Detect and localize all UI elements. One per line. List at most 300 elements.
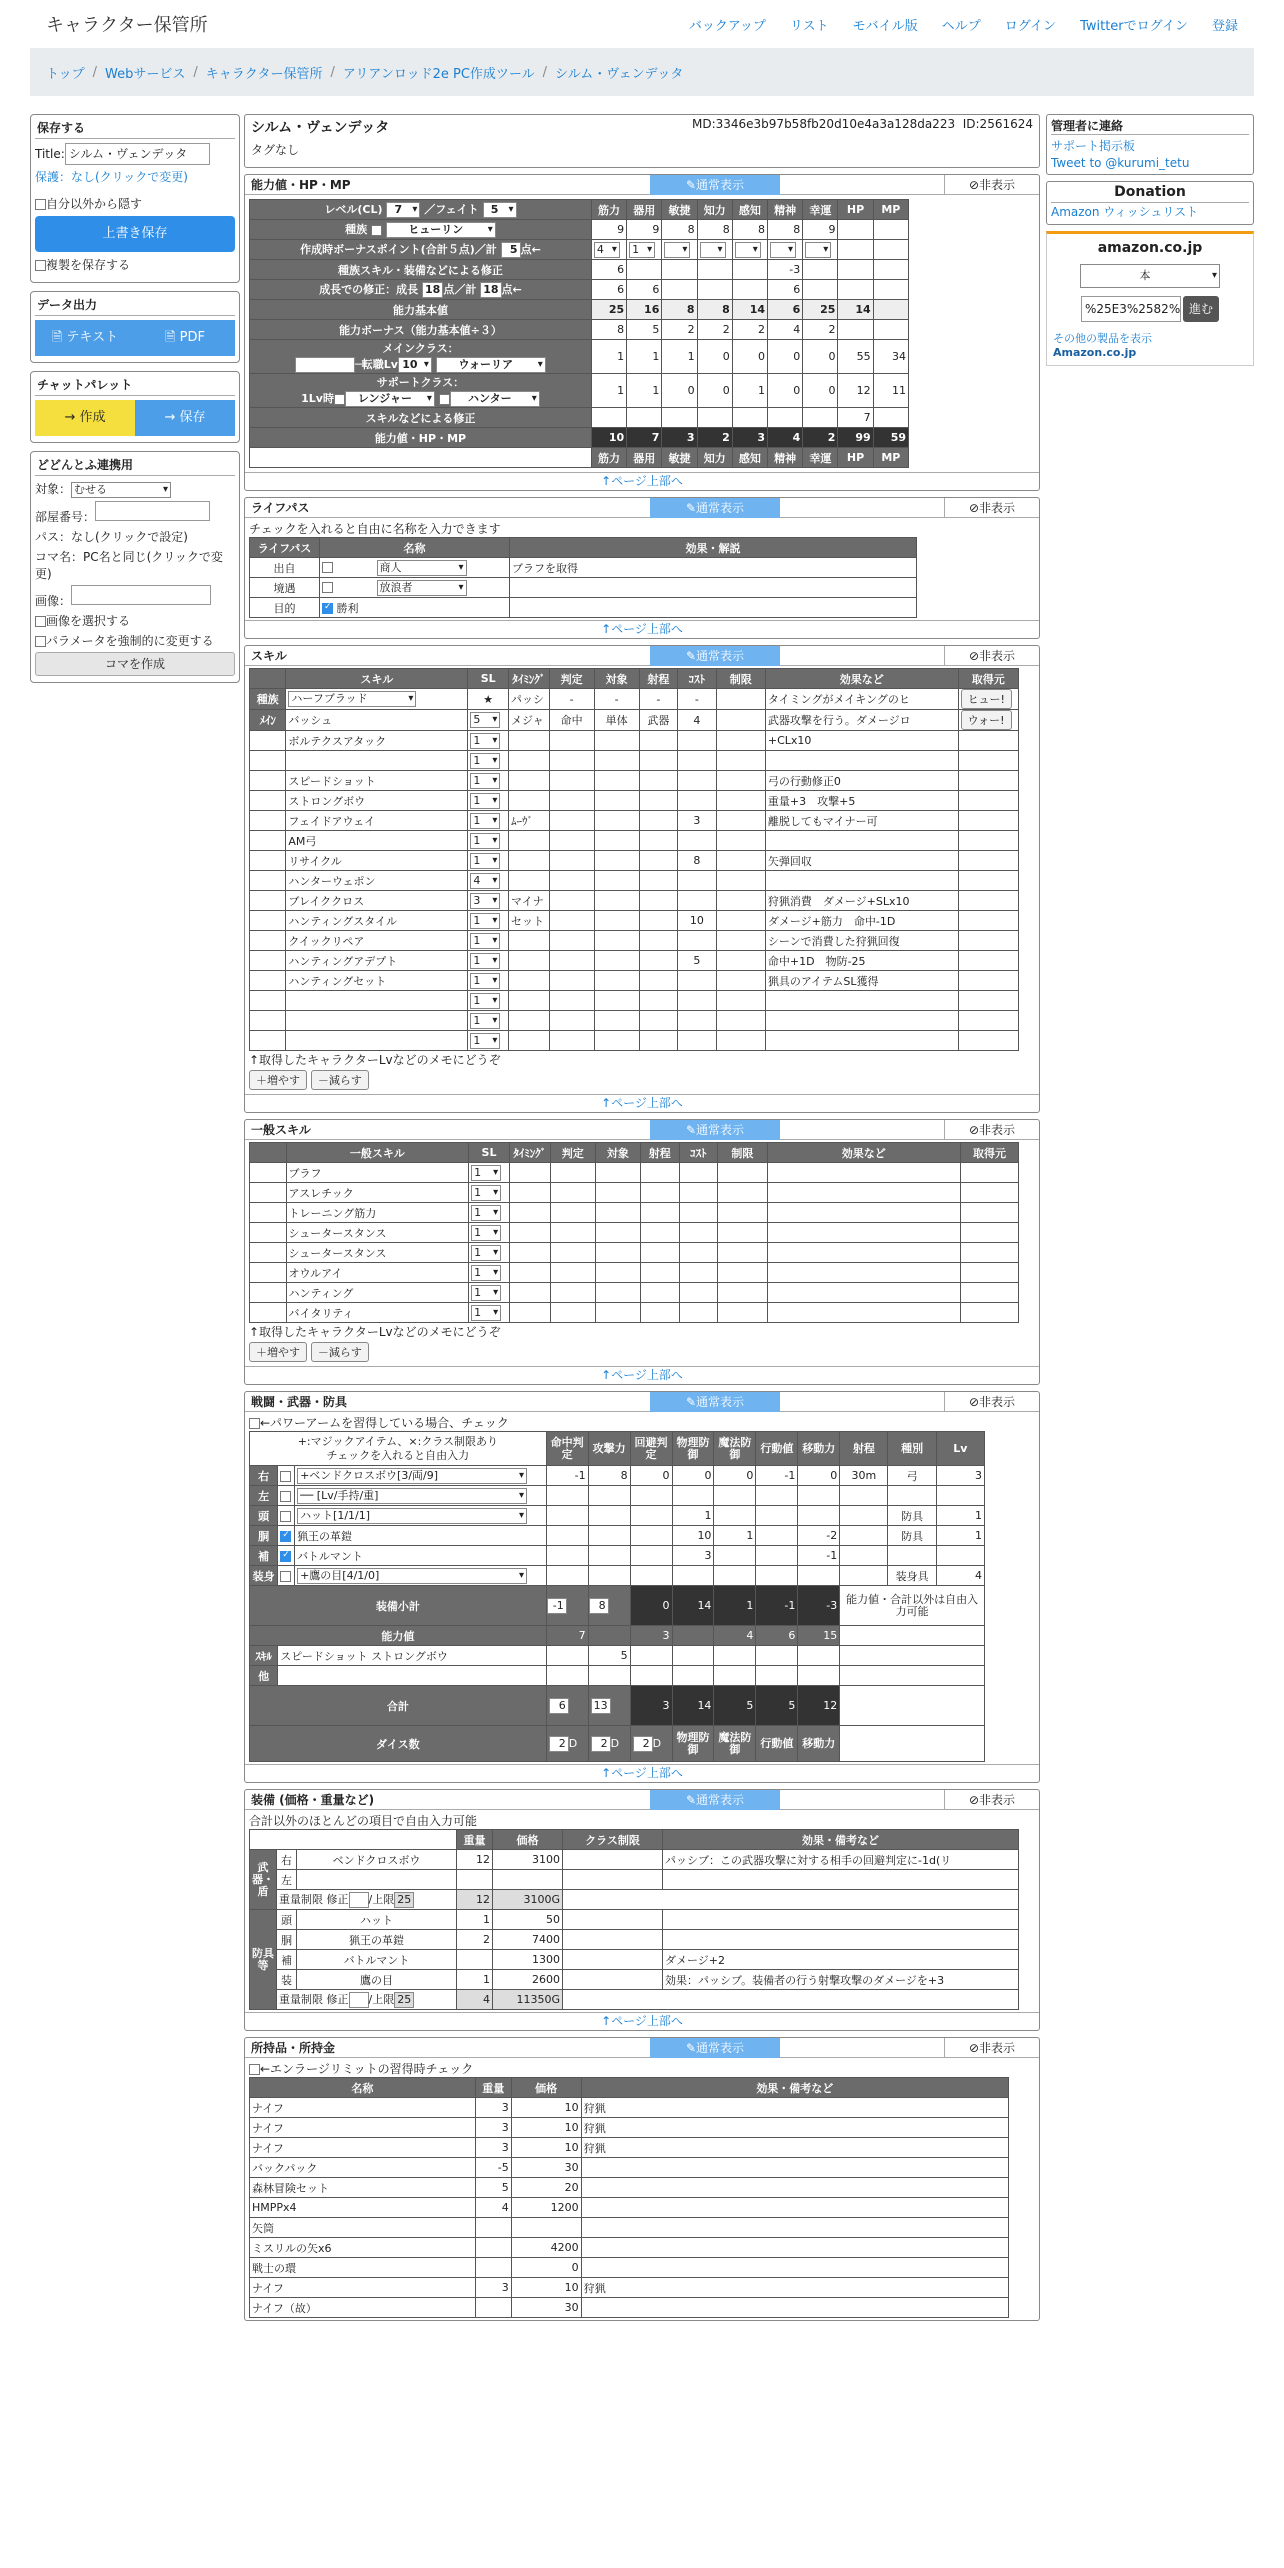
skill-t[interactable] [509,931,550,951]
breadcrumb-item[interactable]: シルム・ヴェンデッタ [555,66,684,82]
skill-t[interactable]: メジャ [509,710,550,731]
skill-r[interactable] [639,871,678,891]
race-checkbox[interactable] [371,225,382,236]
skill-c[interactable] [678,971,717,991]
item-cost[interactable]: 4200 [511,2238,581,2258]
image-input[interactable] [71,585,211,605]
equip-range[interactable] [840,1506,888,1526]
skill-e[interactable]: 狩猟消費 ダメージ+SLx10 [765,891,958,911]
item-cost[interactable]: 10 [511,2278,581,2298]
skill-e[interactable]: シーンで消費した狩猟回復 [765,931,958,951]
skill-l[interactable] [716,931,765,951]
wishlist-link[interactable]: Amazon ウィッシュリスト [1051,202,1249,220]
skill-l[interactable] [716,851,765,871]
bonus-select[interactable] [735,242,761,258]
equip-value[interactable]: 3 [672,1546,714,1566]
skill-t[interactable]: ﾑｰｳﾞ [509,811,550,831]
remove-row-button[interactable]: －減らす [311,1070,369,1090]
equip-select[interactable]: +鷹の目[4/1/0] ▾ [297,1568,527,1584]
skill-c[interactable]: 3 [678,811,717,831]
armor-name[interactable]: 鷹の目 [297,1970,457,1990]
add-row-button[interactable]: ＋増やす [249,1342,307,1362]
skill-r[interactable] [639,951,678,971]
equip-value[interactable] [714,1486,756,1506]
breadcrumb-item[interactable]: キャラクター保管所 [205,66,323,82]
equip-value[interactable]: 0 [630,1466,672,1486]
koma-link[interactable]: コマ名：PC名と同じ(クリックで変更) [35,549,223,581]
race-mod-cell[interactable]: -3 [768,260,803,280]
skill-o[interactable] [594,751,639,771]
item-cost[interactable]: 10 [511,2138,581,2158]
skill-c[interactable]: 5 [678,951,717,971]
lp-checkbox[interactable] [322,603,333,614]
skill-t[interactable] [509,731,550,751]
armor-mod-input[interactable] [349,1992,369,2008]
race-mod-cell[interactable] [873,260,908,280]
hide-button[interactable]: ⊘非表示 [944,2038,1039,2058]
support-class-select[interactable]: レンジャー ▾ [345,391,435,407]
skill-r[interactable] [639,911,678,931]
skill-o[interactable] [594,991,639,1011]
item-name[interactable]: ナイフ [250,2138,476,2158]
breadcrumb-item[interactable]: アリアンロッド2e PC作成ツール [342,66,535,82]
weapon-effect[interactable] [663,1870,1019,1890]
power-arm-checkbox[interactable] [249,1418,260,1429]
brand[interactable]: キャラクター保管所 [46,15,208,36]
sl-select[interactable]: 1 ▾ [470,833,500,849]
weapon-effect[interactable]: パッシブ：この武器攻撃に対する相手の回避判定に-1d(リ [663,1850,1019,1870]
skill-name[interactable]: ブラフ [286,1163,469,1183]
skill-e[interactable]: 弓の行動修正0 [765,771,958,791]
equip-value[interactable] [588,1526,630,1546]
skill-t[interactable] [509,1031,550,1051]
skill-name[interactable]: トレーニング筋力 [286,1203,469,1223]
equip-value[interactable] [672,1486,714,1506]
equip-lv[interactable]: 3 [936,1466,984,1486]
equip-value[interactable] [588,1486,630,1506]
sl-select[interactable]: 5 ▾ [470,712,500,728]
skill-r[interactable] [639,791,678,811]
growth-a[interactable]: 18 [422,282,443,298]
skill-t[interactable]: パッシ [509,689,550,710]
item-weight[interactable]: 4 [475,2198,511,2218]
skill-e[interactable]: 矢弾回収 [765,851,958,871]
skill-l[interactable] [716,891,765,911]
item-weight[interactable] [475,2218,511,2238]
armor-weight[interactable]: 1 [457,1910,493,1930]
skill-l[interactable] [716,831,765,851]
skill-j[interactable] [549,931,594,951]
item-note[interactable] [581,2238,1008,2258]
skill-r[interactable] [639,771,678,791]
skill-l[interactable] [716,911,765,931]
skill-l[interactable] [716,971,765,991]
dice-value[interactable]: 2 [633,1736,653,1752]
skill-t[interactable] [509,871,550,891]
equip-value[interactable] [672,1566,714,1586]
page-top-link[interactable]: ↑ページ上部へ [245,2012,1039,2030]
equip-value[interactable] [798,1506,840,1526]
equip-name-input[interactable]: バトルマント [297,1549,363,1563]
item-name[interactable]: HMPPx4 [250,2198,476,2218]
amazon-category-select[interactable]: 本 ▾ [1080,264,1220,288]
skill-c[interactable]: 10 [678,911,717,931]
skill-r[interactable] [639,1031,678,1051]
equip-lv[interactable]: 1 [936,1526,984,1546]
armor-weight[interactable]: 1 [457,1970,493,1990]
bonus-select[interactable] [700,242,726,258]
item-name[interactable]: ナイフ [250,2098,476,2118]
lp-checkbox[interactable] [322,582,333,593]
equip-range[interactable] [840,1546,888,1566]
skill-r[interactable] [639,931,678,951]
skill-r[interactable] [639,971,678,991]
bonus-select[interactable]: 4 ▾ [594,242,620,258]
equip-value[interactable] [546,1486,588,1506]
skill-o[interactable] [594,811,639,831]
item-note[interactable] [581,2258,1008,2278]
item-weight[interactable]: 3 [475,2278,511,2298]
skill-j[interactable] [549,911,594,931]
skill-j[interactable] [549,791,594,811]
armor-class[interactable] [563,1910,663,1930]
item-name[interactable]: バックパック [250,2158,476,2178]
equip-value[interactable]: -1 [756,1466,798,1486]
page-top-link[interactable]: ↑ページ上部へ [245,1094,1039,1112]
skill-o[interactable] [594,931,639,951]
equip-select[interactable]: ハット[1/1/1] ▾ [297,1508,527,1524]
skill-r[interactable] [639,1011,678,1031]
equip-select[interactable]: +ベンドクロスボウ[3/両/9] ▾ [297,1468,527,1484]
skill-c[interactable] [678,771,717,791]
equip-type[interactable] [888,1546,936,1566]
sl-select[interactable]: 1 ▾ [470,853,500,869]
skill-e[interactable] [765,831,958,851]
sl-select[interactable]: 1 ▾ [470,933,500,949]
sl-select[interactable]: 1 ▾ [470,913,500,929]
save-button[interactable]: 上書き保存 [35,216,235,252]
skill-name[interactable]: ボルテクスアタック [286,731,468,751]
item-cost[interactable]: 1200 [511,2198,581,2218]
skill-j[interactable] [549,851,594,871]
skill-o[interactable] [594,971,639,991]
amazon-go-button[interactable]: 進む [1183,296,1219,322]
skill-name[interactable]: リサイクル [286,851,468,871]
skill-j[interactable] [549,751,594,771]
lp-name-select[interactable]: 商人 ▾ [377,560,467,576]
sl-select[interactable]: 1 ▾ [471,1165,501,1181]
equip-value[interactable] [546,1506,588,1526]
support2-class-select[interactable]: ハンター ▾ [450,391,540,407]
skill-j[interactable] [549,891,594,911]
item-note[interactable]: 狩猟 [581,2278,1008,2298]
skill-o[interactable]: 単体 [594,710,639,731]
skill-o[interactable] [594,1011,639,1031]
skill-name[interactable]: AM弓 [286,831,468,851]
skill-c[interactable]: 4 [678,710,717,731]
reinc-select[interactable]: 10 ▾ [398,357,432,373]
image-checkbox[interactable] [35,616,46,627]
text-export-button[interactable]: 🗎 テキスト [35,320,135,356]
skill-r[interactable] [639,891,678,911]
equip-value[interactable]: 1 [672,1506,714,1526]
equip-type[interactable]: 装身具 [888,1566,936,1586]
armor-effect[interactable] [663,1930,1019,1950]
hide-button[interactable]: ⊘非表示 [944,1120,1039,1140]
nav-link[interactable]: モバイル版 [852,18,918,34]
item-name[interactable]: 森林冒険セット [250,2178,476,2198]
skill-j[interactable] [549,811,594,831]
nav-link[interactable]: リスト [789,18,829,34]
sl-select[interactable]: 1 ▾ [470,753,500,769]
skill-o[interactable] [594,911,639,931]
equip-value[interactable]: 0 [798,1466,840,1486]
equip-value[interactable]: 1 [714,1526,756,1546]
sl-select[interactable]: 1 ▾ [471,1245,501,1261]
equip-value[interactable]: -1 [798,1546,840,1566]
skill-c[interactable] [678,831,717,851]
nav-link[interactable]: 登録 [1211,18,1238,34]
lp-effect[interactable] [510,598,917,618]
page-top-link[interactable]: ↑ページ上部へ [245,1764,1039,1782]
main-free-input[interactable] [295,357,355,373]
equip-value[interactable] [546,1566,588,1586]
item-cost[interactable]: 10 [511,2098,581,2118]
armor-effect[interactable] [663,1910,1019,1930]
skill-name[interactable]: ハンティングセット [286,971,468,991]
amazon-more-link[interactable]: その他の製品を表示 [1053,332,1152,345]
bonus-select[interactable] [805,242,831,258]
nav-link[interactable]: バックアップ [688,18,766,34]
protect-link[interactable]: 保護：なし(クリックで変更) [35,170,188,184]
equip-type[interactable]: 弓 [888,1466,936,1486]
support-board-link[interactable]: サポート掲示板 [1051,139,1136,153]
skill-l[interactable] [716,751,765,771]
normal-view-button[interactable]: ✎通常表示 [650,646,780,666]
hide-button[interactable]: ⊘非表示 [944,498,1039,518]
equip-lv[interactable] [936,1546,984,1566]
hide-button[interactable]: ⊘非表示 [944,1790,1039,1810]
item-cost[interactable]: 10 [511,2118,581,2138]
skill-t[interactable] [509,851,550,871]
skill-o[interactable] [594,831,639,851]
item-weight[interactable] [475,2238,511,2258]
bonus-select[interactable]: 1 ▾ [629,242,655,258]
lp-effect[interactable] [510,578,917,598]
skill-name[interactable]: スピードショット [286,771,468,791]
palette-save-button[interactable]: → 保存 [135,400,235,436]
skill-t[interactable]: マイナ [509,891,550,911]
skill-l[interactable] [716,1011,765,1031]
breadcrumb-item[interactable]: トップ [46,66,85,82]
equip-value[interactable] [630,1506,672,1526]
skill-name[interactable] [286,1011,468,1031]
fate-select[interactable]: 5 ▾ [483,202,517,218]
skill-name[interactable]: ストロングボウ [286,791,468,811]
skill-c[interactable] [678,1031,717,1051]
item-weight[interactable]: 3 [475,2118,511,2138]
equip-value[interactable] [756,1526,798,1546]
equip-type[interactable]: 防具 [888,1506,936,1526]
skill-e[interactable]: 武器攻撃を行う。ダメージロ [765,710,958,731]
dice-value[interactable]: 2 [549,1736,569,1752]
skill-name[interactable]: シュータースタンス [286,1243,469,1263]
normal-view-button[interactable]: ✎通常表示 [650,1790,780,1810]
skill-e[interactable]: タイミングがメイキングのヒ [765,689,958,710]
equip-value[interactable] [756,1486,798,1506]
page-top-link[interactable]: ↑ページ上部へ [245,472,1039,490]
sl-select[interactable]: 3 ▾ [470,893,500,909]
skill-j[interactable]: - [549,689,594,710]
skill-r[interactable] [639,731,678,751]
skill-l[interactable] [716,689,765,710]
equip-value[interactable]: 8 [588,1466,630,1486]
item-cost[interactable]: 20 [511,2178,581,2198]
skill-row-name[interactable]: スピードショット ストロングボウ [278,1646,546,1666]
skill-l[interactable] [716,811,765,831]
weapon-name[interactable]: ベンドクロスボウ [297,1850,457,1870]
lp-name-input[interactable]: 勝利 [336,601,359,615]
skill-e[interactable]: 離脱してもマイナー可 [765,811,958,831]
weapon-class[interactable] [563,1850,663,1870]
pdf-export-button[interactable]: 🗎 PDF [135,320,235,356]
armor-name[interactable]: バトルマント [297,1950,457,1970]
equip-type[interactable] [888,1486,936,1506]
armor-weight[interactable] [457,1950,493,1970]
skill-c[interactable] [678,791,717,811]
skill-j[interactable] [549,971,594,991]
skill-e[interactable]: 命中+1D 物防-25 [765,951,958,971]
equip-value[interactable] [714,1546,756,1566]
equip-checkbox[interactable] [280,1551,291,1562]
skill-name[interactable] [286,751,468,771]
hide-checkbox[interactable] [35,199,46,210]
copy-checkbox[interactable] [35,260,46,271]
skill-j[interactable] [549,1011,594,1031]
path-link[interactable]: パス：なし(クリックで設定) [35,529,188,544]
race-mod-cell[interactable] [803,260,838,280]
equip-value[interactable] [798,1486,840,1506]
support-checkbox[interactable] [334,394,345,405]
skill-name[interactable]: ハンターウェポン [286,871,468,891]
equip-checkbox[interactable] [280,1511,291,1522]
level-select[interactable]: 7 ▾ [386,202,420,218]
item-note[interactable] [581,2198,1008,2218]
amazon-search-input[interactable]: %25E3%2582% [1081,296,1181,322]
item-name[interactable]: 矢筒 [250,2218,476,2238]
sl-select[interactable]: 1 ▾ [471,1305,501,1321]
skill-l[interactable] [716,951,765,971]
equip-select[interactable]: ── [Lv/手持/重] ▾ [297,1488,527,1504]
other-row-input[interactable] [278,1666,546,1686]
race-mod-cell[interactable] [662,260,697,280]
skill-c[interactable] [678,871,717,891]
item-cost[interactable] [511,2218,581,2238]
item-weight[interactable]: -5 [475,2158,511,2178]
equip-value[interactable] [756,1506,798,1526]
equip-lv[interactable] [936,1486,984,1506]
skill-r[interactable] [639,991,678,1011]
skill-name[interactable]: アスレチック [286,1183,469,1203]
item-name[interactable]: ミスリルの矢x6 [250,2238,476,2258]
bonus-select[interactable] [664,242,690,258]
sl-select[interactable]: 1 ▾ [470,993,500,1009]
weapon-cost[interactable]: 3100 [493,1850,563,1870]
normal-view-button[interactable]: ✎通常表示 [650,2038,780,2058]
skill-source[interactable]: ヒュー! [961,689,1012,709]
skill-name[interactable]: バイタリティ [286,1303,469,1323]
lp-name-select[interactable]: 放浪者 ▾ [377,580,467,596]
race-mod-cell[interactable] [627,260,662,280]
skill-row-value[interactable]: 5 [588,1646,630,1666]
skill-e[interactable]: 猟具のアイテムSL獲得 [765,971,958,991]
skill-name-select[interactable]: ハーフブラッド ▾ [288,691,416,707]
skill-o[interactable]: - [594,689,639,710]
equip-value[interactable] [714,1506,756,1526]
skill-o[interactable] [594,731,639,751]
armor-effect[interactable]: ダメージ+2 [663,1950,1019,1970]
equip-checkbox[interactable] [280,1491,291,1502]
tweet-link[interactable]: Tweet to @kurumi_tetu [1051,156,1190,170]
armor-cost[interactable]: 2600 [493,1970,563,1990]
skill-j[interactable]: 命中 [549,710,594,731]
skill-name[interactable]: ハンティングスタイル [286,911,468,931]
sl-select[interactable]: 1 ▾ [471,1205,501,1221]
nav-link[interactable]: Twitterでログイン [1080,18,1188,34]
skill-c[interactable]: - [678,689,717,710]
skill-l[interactable] [716,710,765,731]
bonus-total[interactable]: 5 [501,242,521,258]
item-note[interactable] [581,2158,1008,2178]
skill-t[interactable] [509,791,550,811]
skill-o[interactable] [594,1031,639,1051]
sl-select[interactable]: 1 ▾ [470,813,500,829]
skill-l[interactable] [716,1031,765,1051]
amazon-home-link[interactable]: Amazon.co.jp [1053,346,1137,359]
sl-select[interactable]: 1 ▾ [471,1185,501,1201]
room-input[interactable] [95,501,210,521]
equip-value[interactable]: -1 [546,1466,588,1486]
equip-checkbox[interactable] [280,1571,291,1582]
weight-mod-input[interactable] [349,1892,369,1908]
skill-o[interactable] [594,851,639,871]
armor-name[interactable]: 猟王の革鎧 [297,1930,457,1950]
skill-name[interactable]: クイックリペア [286,931,468,951]
growth-b[interactable]: 18 [480,282,501,298]
item-weight[interactable]: 3 [475,2138,511,2158]
skill-c[interactable] [678,1011,717,1031]
item-cost[interactable]: 30 [511,2158,581,2178]
skill-t[interactable] [509,1011,550,1031]
equip-range[interactable] [840,1566,888,1586]
normal-view-button[interactable]: ✎通常表示 [650,498,780,518]
armor-class[interactable] [563,1950,663,1970]
skill-e[interactable] [765,871,958,891]
skill-l[interactable] [716,731,765,751]
skill-name[interactable] [286,1031,468,1051]
equip-lv[interactable]: 4 [936,1566,984,1586]
normal-view-button[interactable]: ✎通常表示 [650,175,780,195]
race-mod-cell[interactable] [697,260,732,280]
skill-r[interactable]: - [639,689,678,710]
equip-value[interactable] [546,1526,588,1546]
armor-cost[interactable]: 7400 [493,1930,563,1950]
skill-t[interactable] [509,971,550,991]
lp-effect[interactable]: ブラフを取得 [510,558,917,578]
weapon-class[interactable] [563,1870,663,1890]
equip-name-input[interactable]: 猟王の革鎧 [297,1529,353,1543]
support2-checkbox[interactable] [439,394,450,405]
